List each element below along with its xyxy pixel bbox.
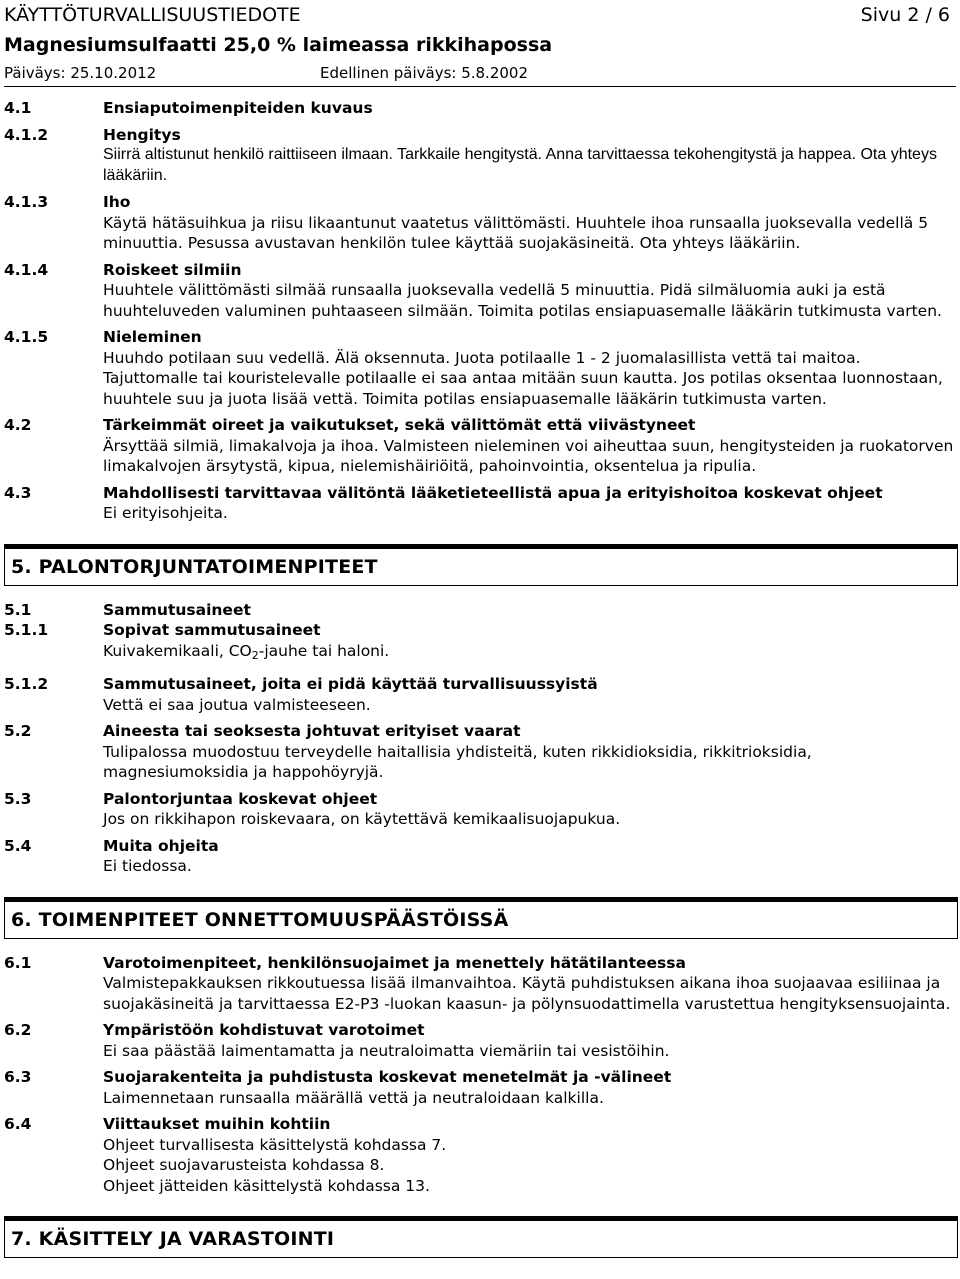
subsection-heading bbox=[4, 620, 958, 641]
subsection-heading bbox=[4, 836, 958, 857]
subsection-number: 4.1.5 bbox=[4, 328, 49, 346]
subsection-heading bbox=[4, 721, 958, 742]
subsection-number: 4.1.4 bbox=[4, 260, 49, 279]
subsection-heading bbox=[4, 789, 958, 810]
subsection-heading bbox=[4, 327, 958, 348]
subsection-number: 5.1 bbox=[4, 600, 32, 619]
subsection-title: Muita ohjeita bbox=[103, 836, 219, 855]
subsection-text: Huuhdo potilaan suu vedellä. Älä oksennuta. Juota potilaalle 1 - 2 juomalasillista vettä tai maitoa. Tajuttomalle tai kouristelevalle potilaalle ei saa antaa mitään suun kautta. Jos potilas oksentaa luonnostaan, huuhtele suu ja juota lisää vettä. Toimita potilas ensiapuasemalle lääkärin tutkimusta varten. bbox=[103, 348, 943, 408]
subsection-text: Siirrä altistunut henkilö raittiiseen ilmaan. Tarkkaile hengitystä. Anna tarvittaessa tekohengitystä ja happea. Ota yhteys lääkäriin. bbox=[103, 146, 937, 184]
subsection-heading bbox=[4, 125, 958, 146]
reference-line: Ohjeet jätteiden käsittelystä kohdassa 13. bbox=[103, 1176, 430, 1195]
document-title: KÄYTTÖTURVALLISUUSTIEDOTE bbox=[4, 4, 301, 26]
page-number: Sivu 2 / 6 bbox=[860, 4, 950, 26]
subsection-text: Laimennetaan runsaalla määrällä vettä ja neutraloidaan kalkilla. bbox=[103, 1088, 604, 1107]
subsection-number: 6.3 bbox=[4, 1068, 32, 1086]
subsection-title: Sopivat sammutusaineet bbox=[103, 621, 321, 639]
document-body bbox=[4, 98, 958, 1258]
subsection-number: 5.2 bbox=[4, 722, 32, 740]
subsection-number: 6.1 bbox=[4, 953, 32, 972]
section-heading-5: 5. PALONTORJUNTATOIMENPITEET bbox=[4, 544, 958, 586]
subsection-heading bbox=[4, 1067, 958, 1088]
subsection-heading bbox=[4, 260, 958, 281]
subsection-title: Palontorjuntaa koskevat ohjeet bbox=[103, 789, 378, 808]
subsection-title: Iho bbox=[103, 193, 131, 211]
subsection-title: Hengitys bbox=[103, 125, 181, 144]
subsection-text: Ei erityisohjeita. bbox=[103, 504, 228, 522]
subsection-number: 4.2 bbox=[4, 416, 32, 434]
subsection-title: Tärkeimmät oireet ja vaikutukset, sekä välittömät että viivästyneet bbox=[103, 416, 696, 434]
subsection-text: Ei tiedossa. bbox=[103, 857, 192, 875]
subsection-text: Ärsyttää silmiä, limakalvoja ja ihoa. Valmisteen nieleminen voi aiheuttaa suun, hengitysteiden ja ruokatorven limakalvojen ärsytystä, kipua, nielemishäiriöitä, pahoinvointia, oksentelua ja ripulia. bbox=[103, 436, 954, 475]
subsection-text: Ei saa päästää laimentamatta ja neutraloimatta viemäriin tai vesistöihin. bbox=[103, 1041, 670, 1060]
subsection-title: Viittaukset muihin kohtiin bbox=[103, 1115, 331, 1133]
subsection-heading bbox=[4, 600, 958, 621]
subsection-heading bbox=[4, 98, 958, 119]
subsection-heading bbox=[4, 415, 958, 436]
subsection-heading bbox=[4, 192, 958, 213]
subsection-text: Valmistepakkauksen rikkoutuessa lisää ilmanvaihtoa. Käytä puhdistuksen aikana ihoa suojaavaa esiliinaa ja suojakäsineitä ja tarvittaessa E2-P3 -luokan kaasun- ja pölynsuodattimella varustettua hengityksensuojainta. bbox=[103, 974, 951, 1013]
subsection-title: Suojarakenteita ja puhdistusta koskevat menetelmät ja -välineet bbox=[103, 1068, 672, 1086]
previous-date: Edellinen päiväys: 5.8.2002 bbox=[320, 64, 529, 82]
subsection-text: Käytä hätäsuihkua ja riisu likaantunut vaatetus välittömästi. Huuhtele ihoa runsaalla juoksevalla vedellä 5 minuuttia. Pesussa avustavan henkilön tulee käyttää suojakäsineitä. Ota yhteys lääkäriin. bbox=[103, 213, 929, 252]
subsection-number: 5.3 bbox=[4, 789, 32, 808]
subsection-title: Varotoimenpiteet, henkilönsuojaimet ja menettely hätätilanteessa bbox=[103, 953, 686, 972]
header-divider bbox=[4, 86, 956, 87]
subsection-text: Kuivakemikaali, $CO_2$-jauhe tai haloni. bbox=[103, 641, 390, 662]
subsection-title: Sammutusaineet bbox=[103, 600, 251, 619]
subsection-text: Jos on rikkihapon roiskevaara, on käytettävä kemikaalisuojapukua. bbox=[103, 810, 621, 828]
subsection-title: Aineesta tai seoksesta johtuvat erityiset vaarat bbox=[103, 722, 521, 740]
product-name: Magnesiumsulfaatti 25,0 % laimeassa rikkihapossa bbox=[4, 34, 553, 56]
subsection-number: 4.3 bbox=[4, 483, 32, 502]
subsection-number: 6.2 bbox=[4, 1021, 32, 1039]
subsection-heading bbox=[4, 953, 958, 974]
subsection-number: 4.1 bbox=[4, 99, 32, 117]
subsection-title: Ensiaputoimenpiteiden kuvaus bbox=[103, 99, 373, 117]
subsection-text: Huuhtele välittömästi silmää runsaalla juoksevalla vedellä 5 minuuttia. Pidä silmäluomia auki ja estä huuhteluveden valuminen puhtaaseen silmään. Toimita potilas ensiapuasemalle lääkärin tutkimusta varten. bbox=[103, 281, 942, 320]
subsection-title: Ympäristöön kohdistuvat varotoimet bbox=[103, 1021, 425, 1039]
section-heading-6: 6. TOIMENPITEET ONNETTOMUUSPÄÄSTÖISSÄ bbox=[4, 897, 958, 939]
subsection-heading bbox=[4, 483, 958, 504]
reference-line: Ohjeet suojavarusteista kohdassa 8. bbox=[103, 1156, 385, 1174]
subsection-text: Vettä ei saa joutua valmisteeseen. bbox=[103, 695, 371, 714]
issue-date: Päiväys: 25.10.2012 bbox=[4, 64, 157, 82]
subsection-number: 5.4 bbox=[4, 836, 32, 855]
subsection-heading bbox=[4, 674, 958, 695]
subsection-number: 6.4 bbox=[4, 1115, 32, 1133]
subsection-title: Roiskeet silmiin bbox=[103, 260, 242, 279]
subsection-number: 5.1.2 bbox=[4, 675, 49, 693]
subsection-number: 4.1.3 bbox=[4, 193, 49, 211]
subsection-heading bbox=[4, 1114, 958, 1135]
subsection-heading bbox=[4, 1020, 958, 1041]
subsection-title: Sammutusaineet, joita ei pidä käyttää turvallisuussyistä bbox=[103, 675, 598, 693]
subsection-title: Nieleminen bbox=[103, 328, 202, 346]
subsection-number: 5.1.1 bbox=[4, 621, 49, 639]
subsection-number: 4.1.2 bbox=[4, 125, 49, 144]
section-heading-7: 7. KÄSITTELY JA VARASTOINTI bbox=[4, 1216, 958, 1258]
subsection-title: Mahdollisesti tarvittavaa välitöntä lääketieteellistä apua ja erityishoitoa koskevat ohjeet bbox=[103, 483, 883, 502]
reference-line: Ohjeet turvallisesta käsittelystä kohdassa 7. bbox=[103, 1135, 447, 1154]
subsection-text: Tulipalossa muodostuu terveydelle haitallisia yhdisteitä, kuten rikkidioksidia, rikkitrioksidia, magnesiumoksidia ja happohöyryjä. bbox=[103, 742, 812, 781]
